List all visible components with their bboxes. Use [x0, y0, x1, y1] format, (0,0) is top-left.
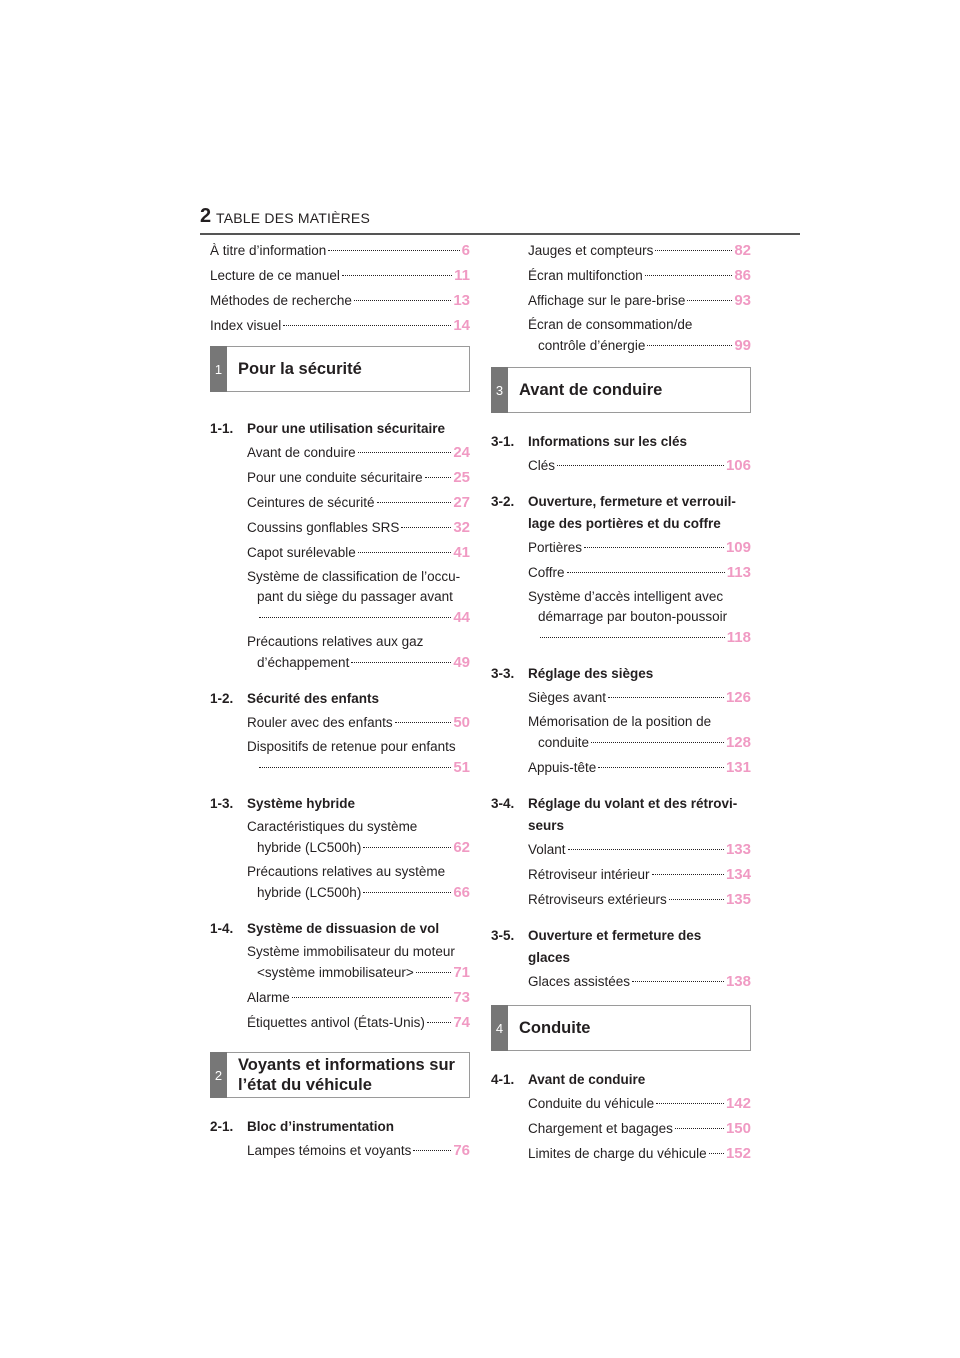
section-heading: 4-1. Avant de conduire: [491, 1072, 646, 1087]
toc-entry-multiline[interactable]: Écran de consommation/de contrôle d’énergie 99: [491, 315, 751, 357]
toc-entry[interactable]: Clés 106: [491, 455, 751, 477]
page-link[interactable]: 71: [453, 964, 470, 981]
page-link[interactable]: 99: [734, 337, 751, 354]
section-heading: 3-2. Ouverture, fermeture et verrouil- lage des portières et du coffre: [491, 494, 736, 531]
toc-entry[interactable]: Affichage sur le pare-brise 93: [491, 290, 751, 312]
toc-entry-search[interactable]: Méthodes de recherche 13: [210, 290, 470, 312]
page-link[interactable]: 51: [453, 759, 470, 776]
page-link[interactable]: 106: [725, 457, 751, 474]
section-heading: 2-1. Bloc d’instrumentation: [210, 1119, 395, 1134]
page-link[interactable]: 44: [453, 609, 470, 626]
toc-left-column: [210, 240, 470, 1165]
chapter-title: Avant de conduire: [519, 381, 663, 399]
page-link[interactable]: 41: [453, 544, 470, 561]
toc-entry[interactable]: Glaces assistées 138: [491, 971, 751, 993]
toc-entry-multiline[interactable]: Caractéristiques du système hybride (LC500h) 62: [210, 817, 470, 859]
page-link[interactable]: 14: [453, 317, 470, 334]
toc-entry[interactable]: Étiquettes antivol (États-Unis) 74: [210, 1012, 470, 1034]
toc-entry-visual-index[interactable]: Index visuel 14: [210, 315, 470, 337]
toc-entry[interactable]: Coussins gonflables SRS 32: [210, 517, 470, 539]
toc-entry[interactable]: Écran multifonction 86: [491, 265, 751, 287]
section-heading: 3-4. Réglage du volant et des rétrovi- seurs: [491, 796, 738, 833]
page-header: [200, 205, 800, 235]
page-link[interactable]: 49: [453, 654, 470, 671]
header-title: TABLE DES MATIÈRES: [216, 210, 371, 226]
toc-entry[interactable]: Rouler avec des enfants 50: [210, 712, 470, 734]
page-link[interactable]: 82: [734, 242, 751, 259]
page-link[interactable]: 13: [453, 292, 470, 309]
page-link[interactable]: 113: [726, 564, 751, 581]
page-link[interactable]: 74: [453, 1014, 470, 1031]
toc-entry-multiline[interactable]: Précautions relatives au système hybride (LC500h) 66: [210, 862, 470, 904]
page-link[interactable]: 133: [725, 841, 751, 858]
page-link[interactable]: 86: [734, 267, 751, 284]
section-heading: 3-1. Informations sur les clés: [491, 434, 688, 449]
section-heading: 1-4. Système de dissuasion de vol: [210, 921, 440, 936]
page-link[interactable]: 62: [453, 839, 470, 856]
page-link[interactable]: 126: [725, 689, 751, 706]
toc-entry-multiline[interactable]: Système d’accès intelligent avec démarrage par bouton-poussoir 118: [491, 587, 751, 649]
page-link[interactable]: 24: [453, 444, 470, 461]
chapter-title: Voyants et informations sur l’état du véhicule: [238, 1056, 455, 1094]
toc-entry[interactable]: Chargement et bagages 150: [491, 1118, 751, 1140]
page-link[interactable]: 11: [454, 267, 470, 284]
toc-entry[interactable]: Limites de charge du véhicule 152: [491, 1143, 751, 1165]
page-link[interactable]: 131: [725, 759, 751, 776]
page-number: 2: [200, 205, 212, 227]
toc-entry[interactable]: Ceintures de sécurité 27: [210, 492, 470, 514]
toc-entry-multiline[interactable]: Système immobilisateur du moteur <système immobilisateur> 71: [210, 942, 470, 984]
page-link[interactable]: 135: [725, 891, 751, 908]
toc-entry-multiline[interactable]: Précautions relatives aux gaz d’échappement 49: [210, 632, 470, 674]
toc-entry[interactable]: Portières 109: [491, 537, 751, 559]
toc-entry[interactable]: Conduite du véhicule 142: [491, 1093, 751, 1115]
section-heading: 3-5. Ouverture et fermeture des glaces: [491, 928, 702, 965]
page-link[interactable]: 150: [725, 1120, 751, 1137]
toc-entry[interactable]: Jauges et compteurs 82: [491, 240, 751, 262]
page-link[interactable]: 73: [453, 989, 470, 1006]
section-heading: 3-3. Réglage des sièges: [491, 666, 654, 681]
toc-entry[interactable]: Sièges avant 126: [491, 687, 751, 709]
toc-entry[interactable]: Coffre 113: [491, 562, 751, 584]
page-link[interactable]: 32: [453, 519, 470, 536]
chapter-1-box[interactable]: [210, 346, 470, 392]
chapter-tab: 1: [210, 346, 227, 392]
page-link[interactable]: 50: [453, 714, 470, 731]
page-link[interactable]: 142: [725, 1095, 751, 1112]
section-heading: 1-1. Pour une utilisation sécuritaire: [210, 421, 446, 436]
chapter-tab: 4: [491, 1005, 508, 1051]
chapter-4-box[interactable]: [491, 1005, 751, 1051]
toc-entry[interactable]: Volant 133: [491, 839, 751, 861]
toc-right-column: [491, 240, 751, 1168]
toc-entry[interactable]: Capot surélevable 41: [210, 542, 470, 564]
page-link[interactable]: 76: [453, 1142, 470, 1159]
toc-entry-reading[interactable]: Lecture de ce manuel 11: [210, 265, 470, 287]
chapter-title: Conduite: [519, 1019, 591, 1037]
toc-entry[interactable]: Avant de conduire 24: [210, 442, 470, 464]
section-heading: 1-2. Sécurité des enfants: [210, 691, 380, 706]
page-link[interactable]: 6: [461, 242, 470, 259]
section-heading: 1-3. Système hybride: [210, 796, 356, 811]
chapter-tab: 2: [210, 1052, 227, 1098]
page-link[interactable]: 66: [453, 884, 470, 901]
toc-entry[interactable]: Rétroviseur intérieur 134: [491, 864, 751, 886]
page-link[interactable]: 128: [725, 734, 751, 751]
toc-entry-multiline[interactable]: Système de classification de l’occu- pant du siège du passager avant 44: [210, 567, 470, 629]
page-link[interactable]: 25: [453, 469, 470, 486]
chapter-3-box[interactable]: [491, 367, 751, 413]
page-link[interactable]: 109: [725, 539, 751, 556]
toc-entry[interactable]: Lampes témoins et voyants 76: [210, 1140, 470, 1162]
toc-entry-info[interactable]: À titre d’information 6: [210, 240, 470, 262]
toc-entry[interactable]: Alarme 73: [210, 987, 470, 1009]
page-link[interactable]: 134: [725, 866, 751, 883]
chapter-tab: 3: [491, 367, 508, 413]
toc-entry[interactable]: Pour une conduite sécuritaire 25: [210, 467, 470, 489]
page-link[interactable]: 118: [726, 629, 751, 646]
page-link[interactable]: 138: [725, 973, 751, 990]
header-rule: [200, 233, 800, 235]
chapter-title: Pour la sécurité: [238, 360, 362, 378]
page-link[interactable]: 152: [725, 1145, 751, 1162]
toc-entry[interactable]: Rétroviseurs extérieurs 135: [491, 889, 751, 911]
chapter-2-box[interactable]: [210, 1052, 470, 1098]
toc-entry-multiline[interactable]: Dispositifs de retenue pour enfants 51: [210, 737, 470, 779]
page-link[interactable]: 93: [734, 292, 751, 309]
page-link[interactable]: 27: [453, 494, 470, 511]
toc-entry-multiline[interactable]: Mémorisation de la position de conduite 128: [491, 712, 751, 754]
toc-entry[interactable]: Appuis-tête 131: [491, 757, 751, 779]
